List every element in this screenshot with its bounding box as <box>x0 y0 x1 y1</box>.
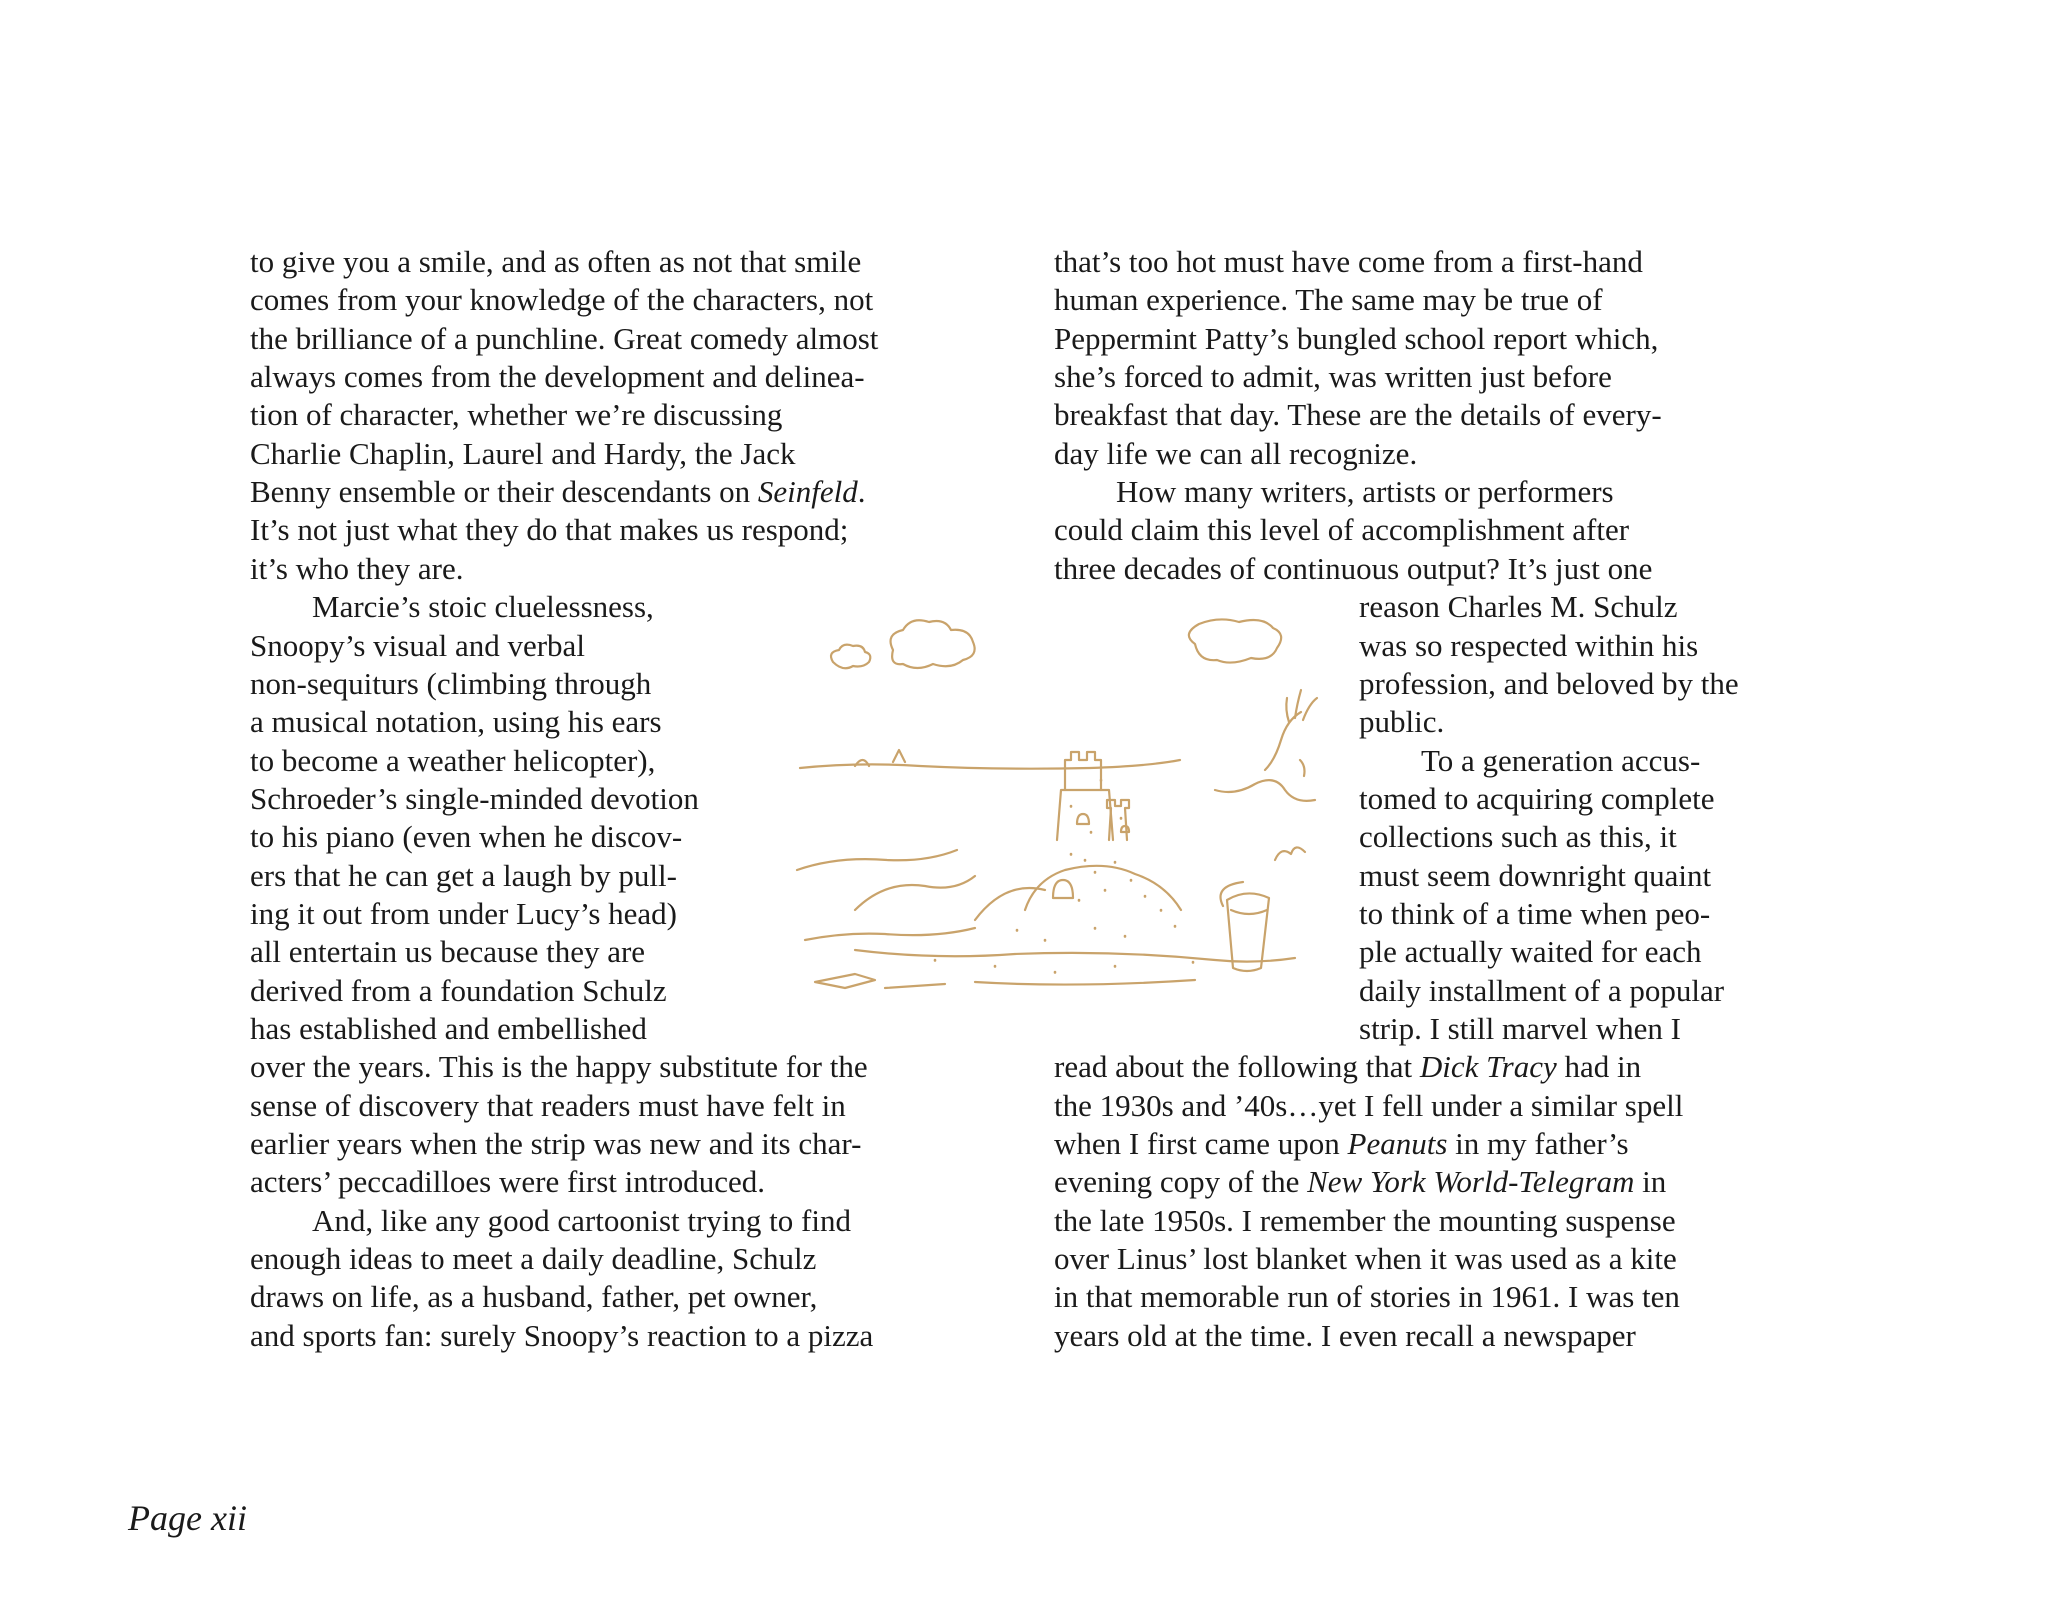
sandcastle-illustration <box>795 610 1340 1005</box>
text-run: a musical notation, using his ears <box>250 704 662 740</box>
text-line <box>250 320 878 358</box>
text-line <box>1054 1125 1629 1163</box>
text-run: reason Charles M. Schulz <box>1359 589 1678 625</box>
italic-title: Peanuts <box>1347 1126 1448 1162</box>
text-run: read about the following that <box>1054 1049 1420 1085</box>
text-run: non-sequiturs (climbing through <box>250 665 652 701</box>
text-line <box>250 511 848 549</box>
text-line <box>250 780 699 818</box>
text-line <box>1054 1278 1680 1316</box>
page-number: Page xii <box>128 1498 247 1538</box>
text-run: could claim this level of accomplishment after <box>1054 512 1630 548</box>
text-run: Snoopy’s visual and verbal <box>250 627 585 663</box>
text-line <box>250 396 782 434</box>
text-run: it’s who they are. <box>250 550 464 586</box>
text-line <box>1421 742 1700 780</box>
text-run: years old at the time. I even recall a newspaper <box>1054 1317 1636 1353</box>
text-line <box>250 627 585 665</box>
text-run: enough ideas to meet a daily deadline, Schulz <box>250 1241 817 1277</box>
text-line <box>1359 665 1739 703</box>
italic-title: Dick Tracy <box>1419 1049 1557 1085</box>
text-line <box>250 435 795 473</box>
text-run: over Linus’ lost blanket when it was used as a kite <box>1054 1241 1677 1277</box>
text-run: she’s forced to admit, was written just before <box>1054 359 1612 395</box>
text-line <box>250 1317 873 1355</box>
text-run: To a generation accus- <box>1421 742 1701 778</box>
text-run: to become a weather helicopter), <box>250 742 656 778</box>
text-line <box>250 818 682 856</box>
text-run: the late 1950s. I remember the mounting suspense <box>1054 1202 1676 1238</box>
text-line <box>1116 473 1614 511</box>
text-line <box>250 857 677 895</box>
text-line <box>1054 1240 1677 1278</box>
text-line <box>250 703 662 741</box>
text-run: ers that he can get a laugh by pull- <box>250 857 677 893</box>
text-run: evening copy of the <box>1054 1164 1308 1200</box>
text-run: when I first came upon <box>1054 1126 1348 1162</box>
text-line <box>1359 627 1698 665</box>
text-line <box>1054 396 1662 434</box>
text-run: And, like any good cartoonist trying to find <box>312 1202 851 1238</box>
text-run: daily installment of a popular <box>1359 972 1725 1008</box>
text-line <box>250 243 861 281</box>
text-run: three decades of continuous output? It’s just one <box>1054 550 1653 586</box>
text-run: to give you a smile, and as often as not that smile <box>250 244 862 279</box>
text-run: How many writers, artists or performers <box>1116 474 1614 510</box>
text-line <box>250 1163 765 1201</box>
text-run: and sports fan: surely Snoopy’s reaction to a pizza <box>250 1317 874 1353</box>
text-line <box>250 1087 846 1125</box>
text-run: collections such as this, it <box>1359 819 1677 855</box>
italic-title: New York World-Telegram <box>1307 1164 1635 1200</box>
text-run: public. <box>1359 704 1445 740</box>
text-run: tomed to acquiring complete <box>1359 780 1715 816</box>
italic-title: Seinfeld <box>757 474 858 510</box>
text-line <box>1054 1317 1636 1355</box>
text-run: ing it out from under Lucy’s head) <box>250 895 678 931</box>
text-line <box>1054 1163 1666 1201</box>
text-run: human experience. The same may be true of <box>1054 282 1603 318</box>
text-line <box>250 933 645 971</box>
text-line <box>312 1202 851 1240</box>
text-run: Schroeder’s single-minded devotion <box>250 780 699 816</box>
text-run: always comes from the development and delinea- <box>250 359 865 395</box>
text-line <box>250 895 677 933</box>
text-run: over the years. This is the happy substitute for the <box>250 1049 868 1085</box>
text-run: the 1930s and ’40s…yet I fell under a similar spell <box>1054 1087 1684 1123</box>
text-run: day life we can all recognize. <box>1054 435 1418 471</box>
text-line <box>1359 703 1444 741</box>
text-run: acters’ peccadilloes were first introduced. <box>250 1164 765 1200</box>
text-run: had in <box>1556 1049 1642 1085</box>
text-run: that’s too hot must have come from a first-hand <box>1054 244 1643 279</box>
text-line <box>1054 550 1652 588</box>
text-run: It’s not just what they do that makes us respond; <box>250 512 849 548</box>
text-line <box>1054 511 1629 549</box>
text-line <box>1054 1087 1683 1125</box>
text-line <box>250 1240 816 1278</box>
text-line <box>1359 972 1724 1010</box>
text-run: the brilliance of a punchline. Great comedy almost <box>250 320 879 356</box>
text-line <box>312 588 654 626</box>
text-run: strip. I still marvel when I <box>1359 1011 1681 1046</box>
text-line <box>1054 358 1612 396</box>
text-run: to his piano (even when he discov- <box>250 819 683 855</box>
text-run: tion of character, whether we’re discussing <box>250 397 783 433</box>
text-run: breakfast that day. These are the details of every- <box>1054 397 1662 433</box>
text-run: Benny ensemble or their descendants on <box>250 474 758 510</box>
text-line <box>1359 818 1677 856</box>
text-run: earlier years when the strip was new and its char- <box>250 1126 862 1162</box>
text-run: must seem downright quaint <box>1359 857 1712 893</box>
text-run: Marcie’s stoic cluelessness, <box>312 589 654 625</box>
text-run: in that memorable run of stories in 1961. I was ten <box>1054 1279 1680 1315</box>
text-run: . <box>857 474 866 510</box>
text-run: derived from a foundation Schulz <box>250 972 667 1008</box>
text-line <box>250 473 866 511</box>
text-line <box>1359 895 1710 933</box>
text-line <box>1054 1202 1676 1240</box>
text-line <box>1054 1048 1641 1086</box>
text-run: sense of discovery that readers must have felt in <box>250 1087 846 1123</box>
text-run: to think of a time when peo- <box>1359 895 1711 931</box>
text-run: has established and embellished <box>250 1011 647 1046</box>
text-line <box>250 972 667 1010</box>
text-run: Peppermint Patty’s bungled school report which, <box>1054 320 1659 356</box>
text-run: in <box>1634 1164 1667 1200</box>
text-run: comes from your knowledge of the characters, not <box>250 282 874 318</box>
text-run: draws on life, as a husband, father, pet owner, <box>250 1279 818 1315</box>
text-line <box>250 550 464 588</box>
text-line <box>250 665 651 703</box>
text-run: in my father’s <box>1447 1126 1629 1162</box>
text-line <box>1359 1010 1681 1048</box>
text-line <box>1359 780 1715 818</box>
text-line <box>250 1010 647 1048</box>
text-line <box>1359 588 1678 626</box>
text-line <box>1054 435 1417 473</box>
text-line <box>1054 243 1643 281</box>
text-line <box>1054 320 1658 358</box>
text-line <box>250 358 865 396</box>
text-line <box>250 742 655 780</box>
text-run: was so respected within his <box>1359 627 1699 663</box>
text-line <box>250 1048 868 1086</box>
text-line <box>250 1278 817 1316</box>
text-line <box>1054 281 1603 319</box>
text-run: Charlie Chaplin, Laurel and Hardy, the Jack <box>250 435 796 471</box>
text-run: profession, and beloved by the <box>1359 665 1739 701</box>
text-run: all entertain us because they are <box>250 934 646 970</box>
text-run: ple actually waited for each <box>1359 934 1702 970</box>
text-line <box>1359 857 1711 895</box>
text-line <box>250 1125 861 1163</box>
text-line <box>250 281 873 319</box>
text-line <box>1359 933 1702 971</box>
